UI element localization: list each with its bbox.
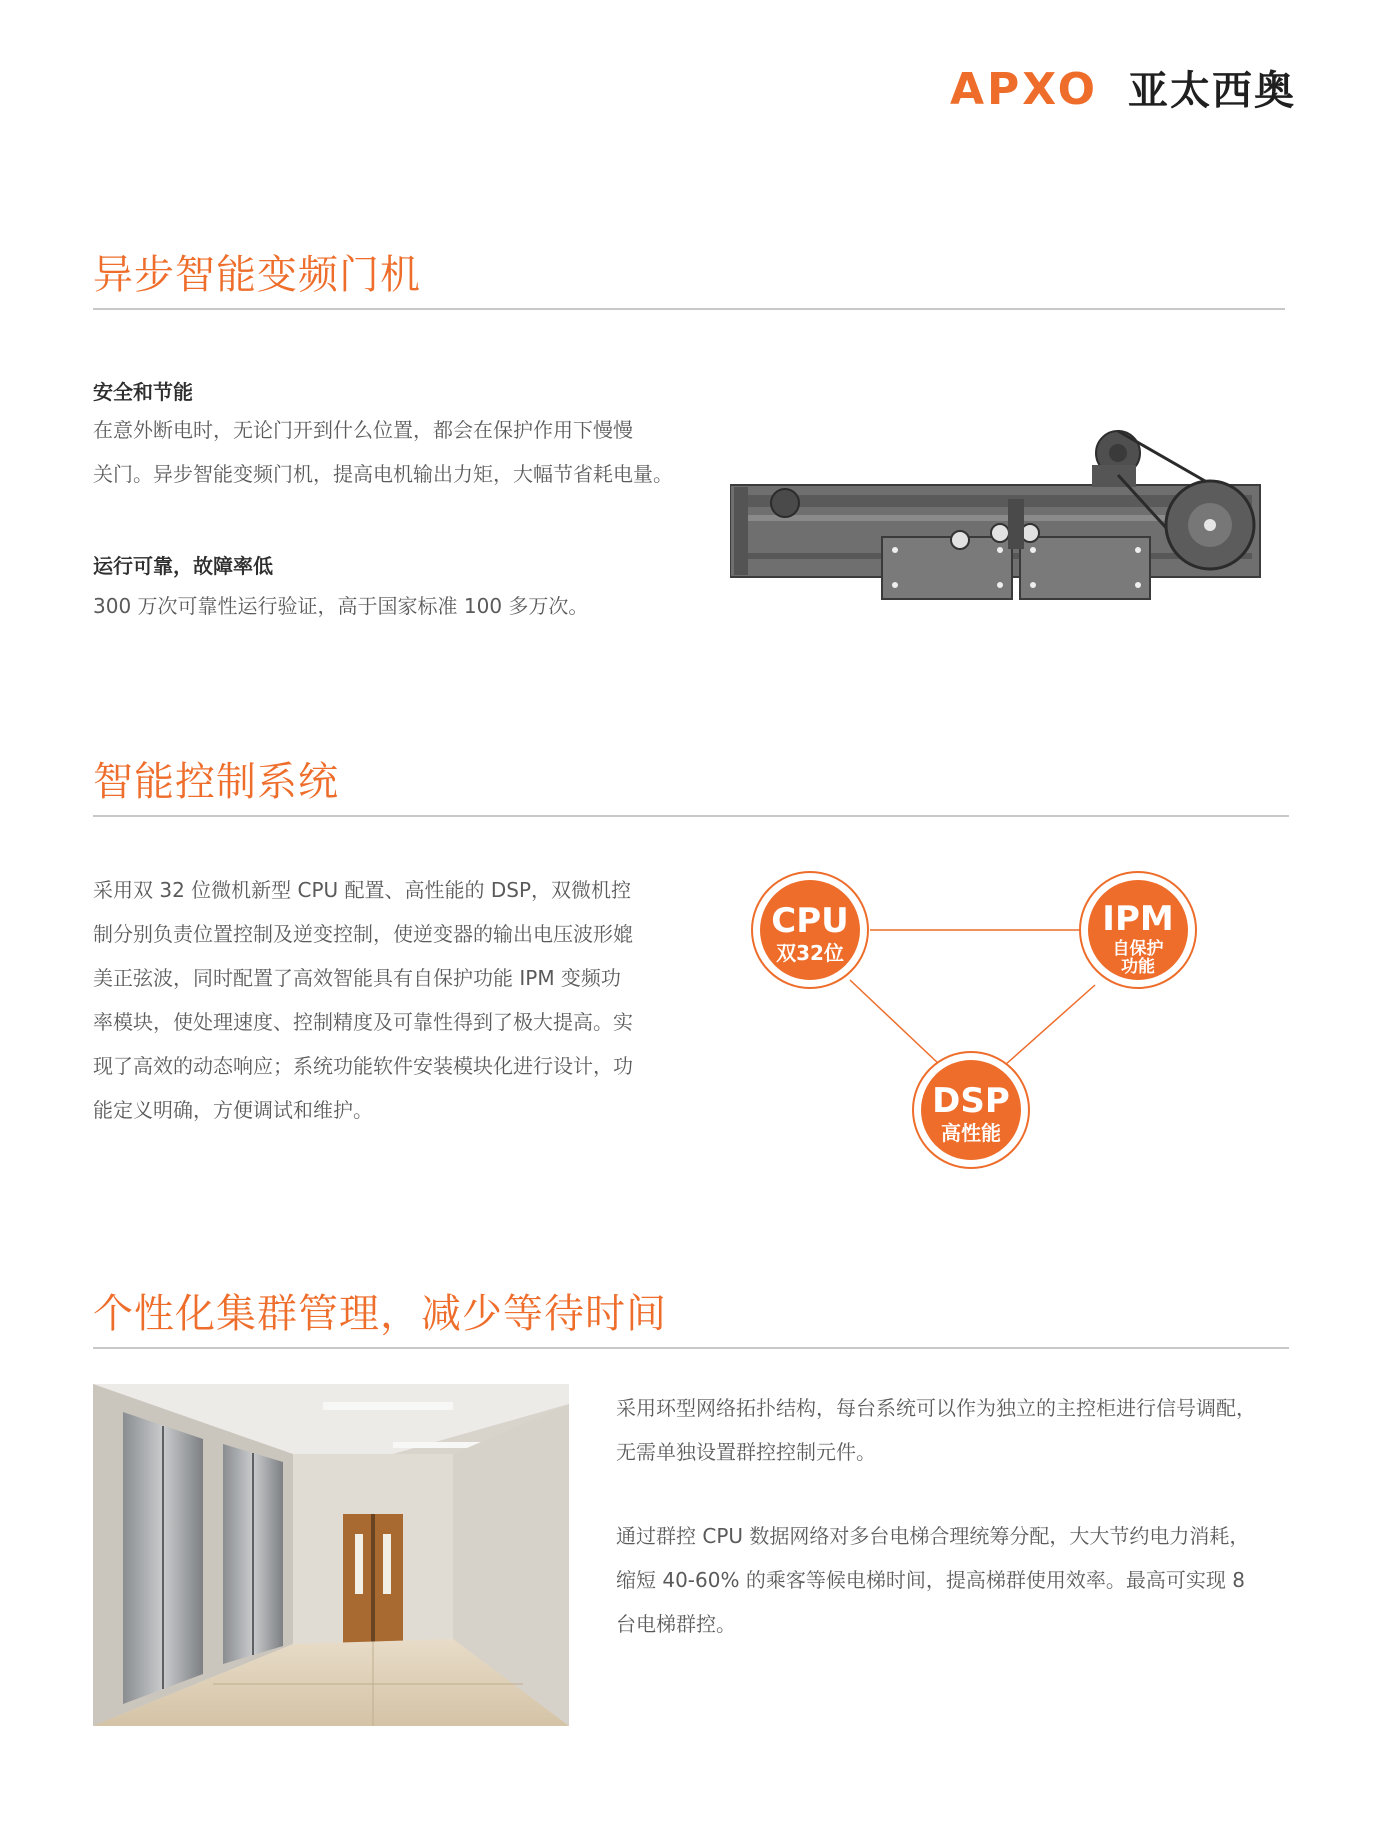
text-line: 制分别负责位置控制及逆变控制，使逆变器的输出电压波形媲 <box>93 922 633 946</box>
text-line: 缩短 40-60% 的乘客等候电梯时间，提高梯群使用效率。最高可实现 8 <box>616 1568 1245 1592</box>
diagram-node-dsp <box>913 1052 1029 1168</box>
text-line: 在意外断电时，无论门开到什么位置，都会在保护作用下慢慢 <box>93 418 633 442</box>
door-operator-image <box>730 425 1290 605</box>
brand-chinese: 亚太西奥 <box>1128 68 1296 114</box>
ipm-sub1: 自保护 <box>1112 939 1164 959</box>
text-line: 现了高效的动态响应；系统功能软件安装模块化进行设计，功 <box>93 1054 633 1078</box>
block-heading-safety: 安全和节能 <box>93 380 193 404</box>
ipm-sub2: 功能 <box>1121 957 1155 977</box>
section-title-group-control: 个性化集群管理，减少等待时间 <box>93 1291 667 1337</box>
text-line: 关门。异步智能变频门机，提高电机输出力矩，大幅节省耗电量。 <box>93 462 673 486</box>
group-control-paragraph-2 <box>616 1514 1249 1646</box>
section-divider <box>93 308 1285 310</box>
block-text-safety <box>93 408 673 496</box>
ipm-title: IPM <box>1102 899 1174 939</box>
dsp-sub: 高性能 <box>941 1121 1001 1145</box>
control-system-description <box>93 868 633 1132</box>
section-title-door-operator: 异步智能变频门机 <box>93 252 421 298</box>
text-line: 美正弦波，同时配置了高效智能具有自保护功能 IPM 变频功 <box>93 966 621 990</box>
cpu-title: CPU <box>771 901 849 941</box>
text-line: 300 万次可靠性运行验证，高于国家标准 100 多万次。 <box>93 594 589 618</box>
block-heading-reliability: 运行可靠，故障率低 <box>93 554 273 578</box>
section-divider <box>93 815 1289 817</box>
text-line: 采用环型网络拓扑结构，每台系统可以作为独立的主控柜进行信号调配， <box>616 1396 1256 1420</box>
diagram-link <box>850 980 940 1065</box>
diagram-node-ipm <box>1080 872 1196 988</box>
text-line: 能定义明确，方便调试和维护。 <box>93 1098 373 1122</box>
control-diagram <box>740 870 1220 1190</box>
diagram-link <box>1005 985 1095 1065</box>
text-line: 率模块，使处理速度、控制精度及可靠性得到了极大提高。实 <box>93 1010 633 1034</box>
block-text-reliability <box>93 584 588 628</box>
group-control-paragraph-1 <box>616 1386 1256 1474</box>
text-line: 采用双 32 位微机新型 CPU 配置、高性能的 DSP，双微机控 <box>93 878 632 902</box>
brand-latin: APXO <box>950 64 1099 115</box>
dsp-title: DSP <box>932 1081 1010 1121</box>
text-line: 通过群控 CPU 数据网络对多台电梯合理统筹分配，大大节约电力消耗， <box>616 1524 1250 1548</box>
brand-logo <box>950 60 1330 116</box>
elevator-lobby-image <box>93 1384 569 1726</box>
cpu-sub: 双32位 <box>776 941 844 965</box>
section-divider <box>93 1347 1289 1349</box>
text-line: 台电梯群控。 <box>616 1612 736 1636</box>
section-title-control-system: 智能控制系统 <box>93 759 339 805</box>
diagram-node-cpu <box>752 872 868 988</box>
text-line: 无需单独设置群控控制元件。 <box>616 1440 876 1464</box>
